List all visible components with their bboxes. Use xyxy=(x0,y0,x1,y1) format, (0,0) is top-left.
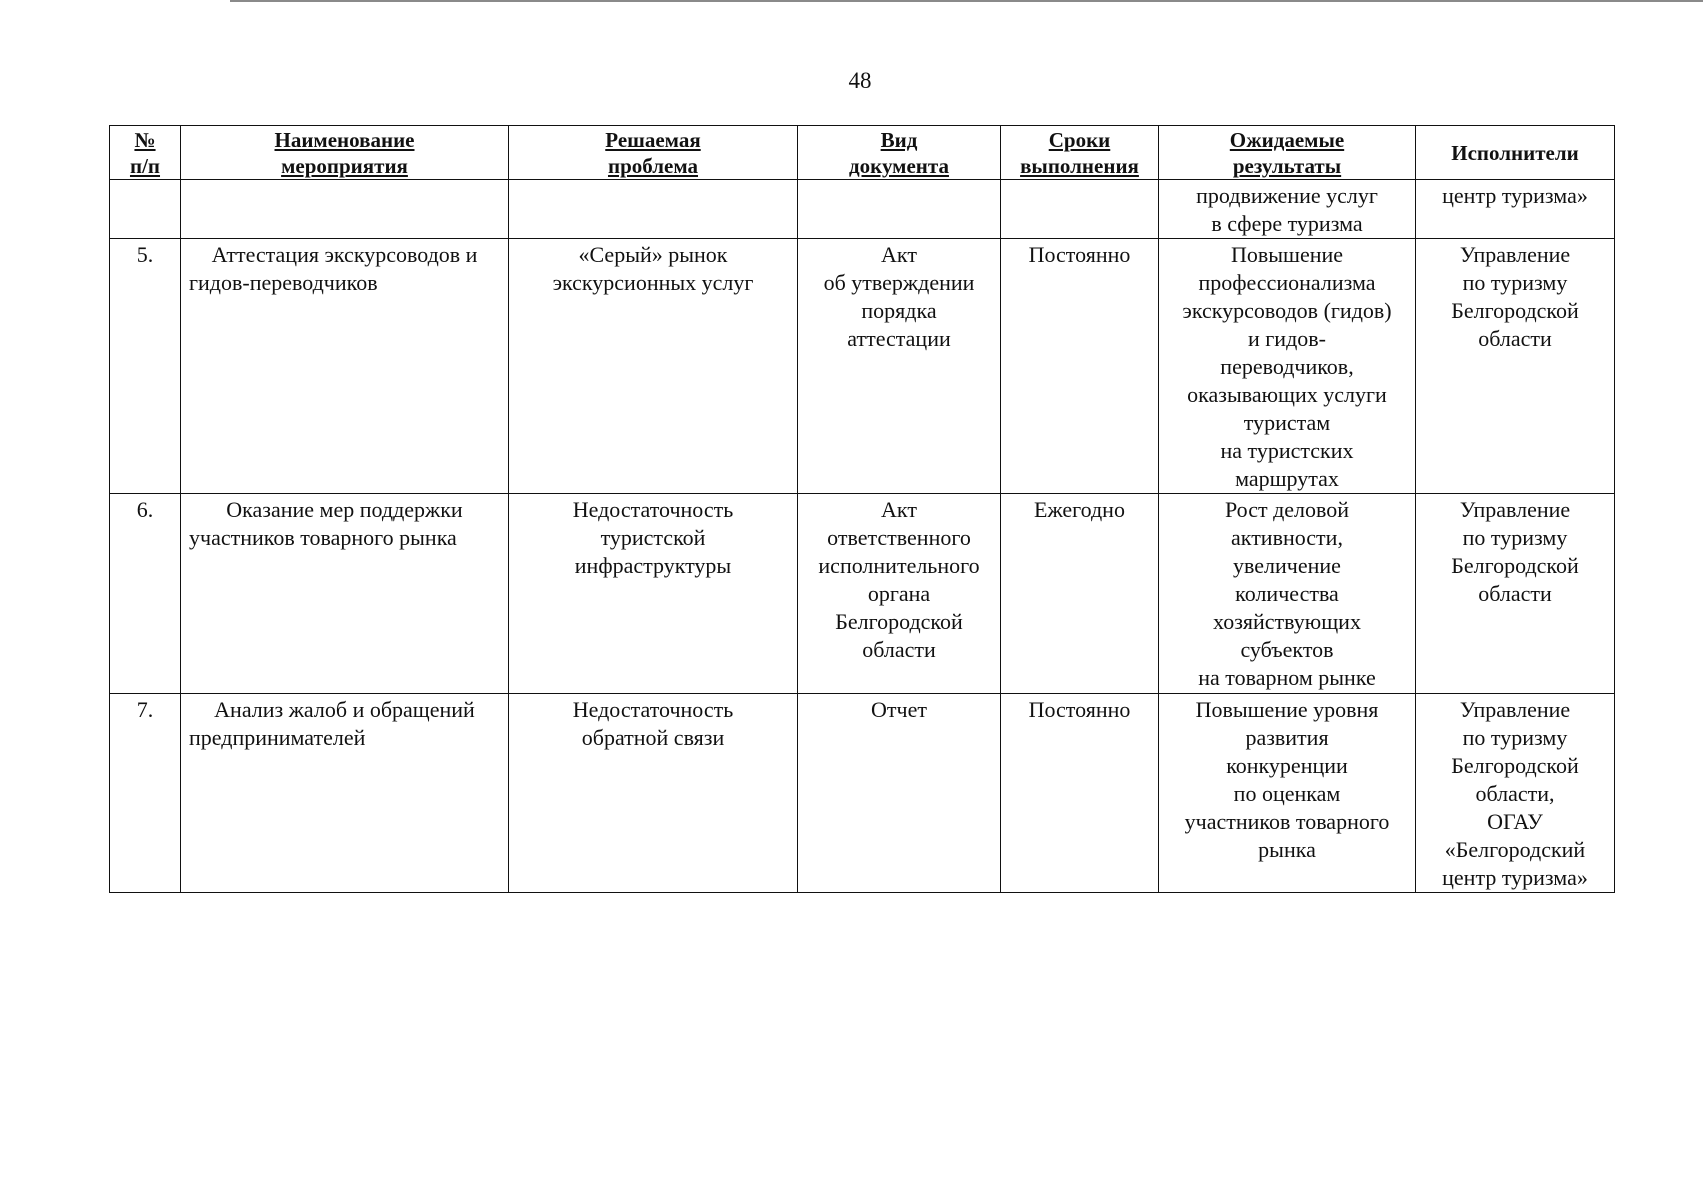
cell-deadline: Постоянно xyxy=(1001,239,1159,494)
cell-problem xyxy=(509,180,798,239)
cell-measure-name: Оказание мер поддержки участников товарного рынка xyxy=(181,494,509,694)
cell-problem: «Серый» рынок экскурсионных услуг xyxy=(509,239,798,494)
cell-measure-name xyxy=(181,180,509,239)
cell-number: 7. xyxy=(110,694,181,893)
table-row xyxy=(110,494,1615,694)
table-row xyxy=(110,694,1615,893)
cell-deadline: Постоянно xyxy=(1001,694,1159,893)
cell-number xyxy=(110,180,181,239)
header-deadline: Сроки выполнения xyxy=(1001,126,1159,180)
cell-expected-results: продвижение услуг в сфере туризма xyxy=(1159,180,1416,239)
page-number: 48 xyxy=(848,68,872,93)
cell-document-type xyxy=(798,180,1001,239)
header-problem: Решаемая проблема xyxy=(509,126,798,180)
cell-deadline: Ежегодно xyxy=(1001,494,1159,694)
cell-expected-results: Рост деловой активности, увеличение количества хозяйствующих субъектов на товарном рынке xyxy=(1159,494,1416,694)
cell-executors: центр туризма» xyxy=(1416,180,1615,239)
header-number: № п/п xyxy=(110,126,181,180)
cell-document-type: Отчет xyxy=(798,694,1001,893)
cell-expected-results: Повышение уровня развития конкуренции по оценкам участников товарного рынка xyxy=(1159,694,1416,893)
cell-executors: Управление по туризму Белгородской области xyxy=(1416,494,1615,694)
scan-top-edge-line xyxy=(230,0,1703,2)
cell-executors: Управление по туризму Белгородской области, ОГАУ «Белгородский центр туризма» xyxy=(1416,694,1615,893)
header-expected-results: Ожидаемые результаты xyxy=(1159,126,1416,180)
cell-problem: Недостаточность туристской инфраструктуры xyxy=(509,494,798,694)
header-measure-name: Наименование мероприятия xyxy=(181,126,509,180)
cell-document-type: Акт ответственного исполнительного органа Белгородской области xyxy=(798,494,1001,694)
cell-measure-name: Анализ жалоб и обращений предпринимателей xyxy=(181,694,509,893)
cell-expected-results: Повышение профессионализма экскурсоводов (гидов) и гидов- переводчиков, оказывающих услуги туристам на туристских маршрутах xyxy=(1159,239,1416,494)
cell-executors: Управление по туризму Белгородской области xyxy=(1416,239,1615,494)
header-executors: Исполнители xyxy=(1416,126,1615,180)
cell-number: 6. xyxy=(110,494,181,694)
table-row-continuation xyxy=(110,180,1615,239)
cell-document-type: Акт об утверждении порядка аттестации xyxy=(798,239,1001,494)
cell-measure-name: Аттестация экскурсоводов и гидов-переводчиков xyxy=(181,239,509,494)
measures-table xyxy=(109,125,1615,893)
cell-number: 5. xyxy=(110,239,181,494)
table-row xyxy=(110,239,1615,494)
header-document-type: Вид документа xyxy=(798,126,1001,180)
table-header-row xyxy=(110,126,1615,180)
cell-deadline xyxy=(1001,180,1159,239)
cell-problem: Недостаточность обратной связи xyxy=(509,694,798,893)
